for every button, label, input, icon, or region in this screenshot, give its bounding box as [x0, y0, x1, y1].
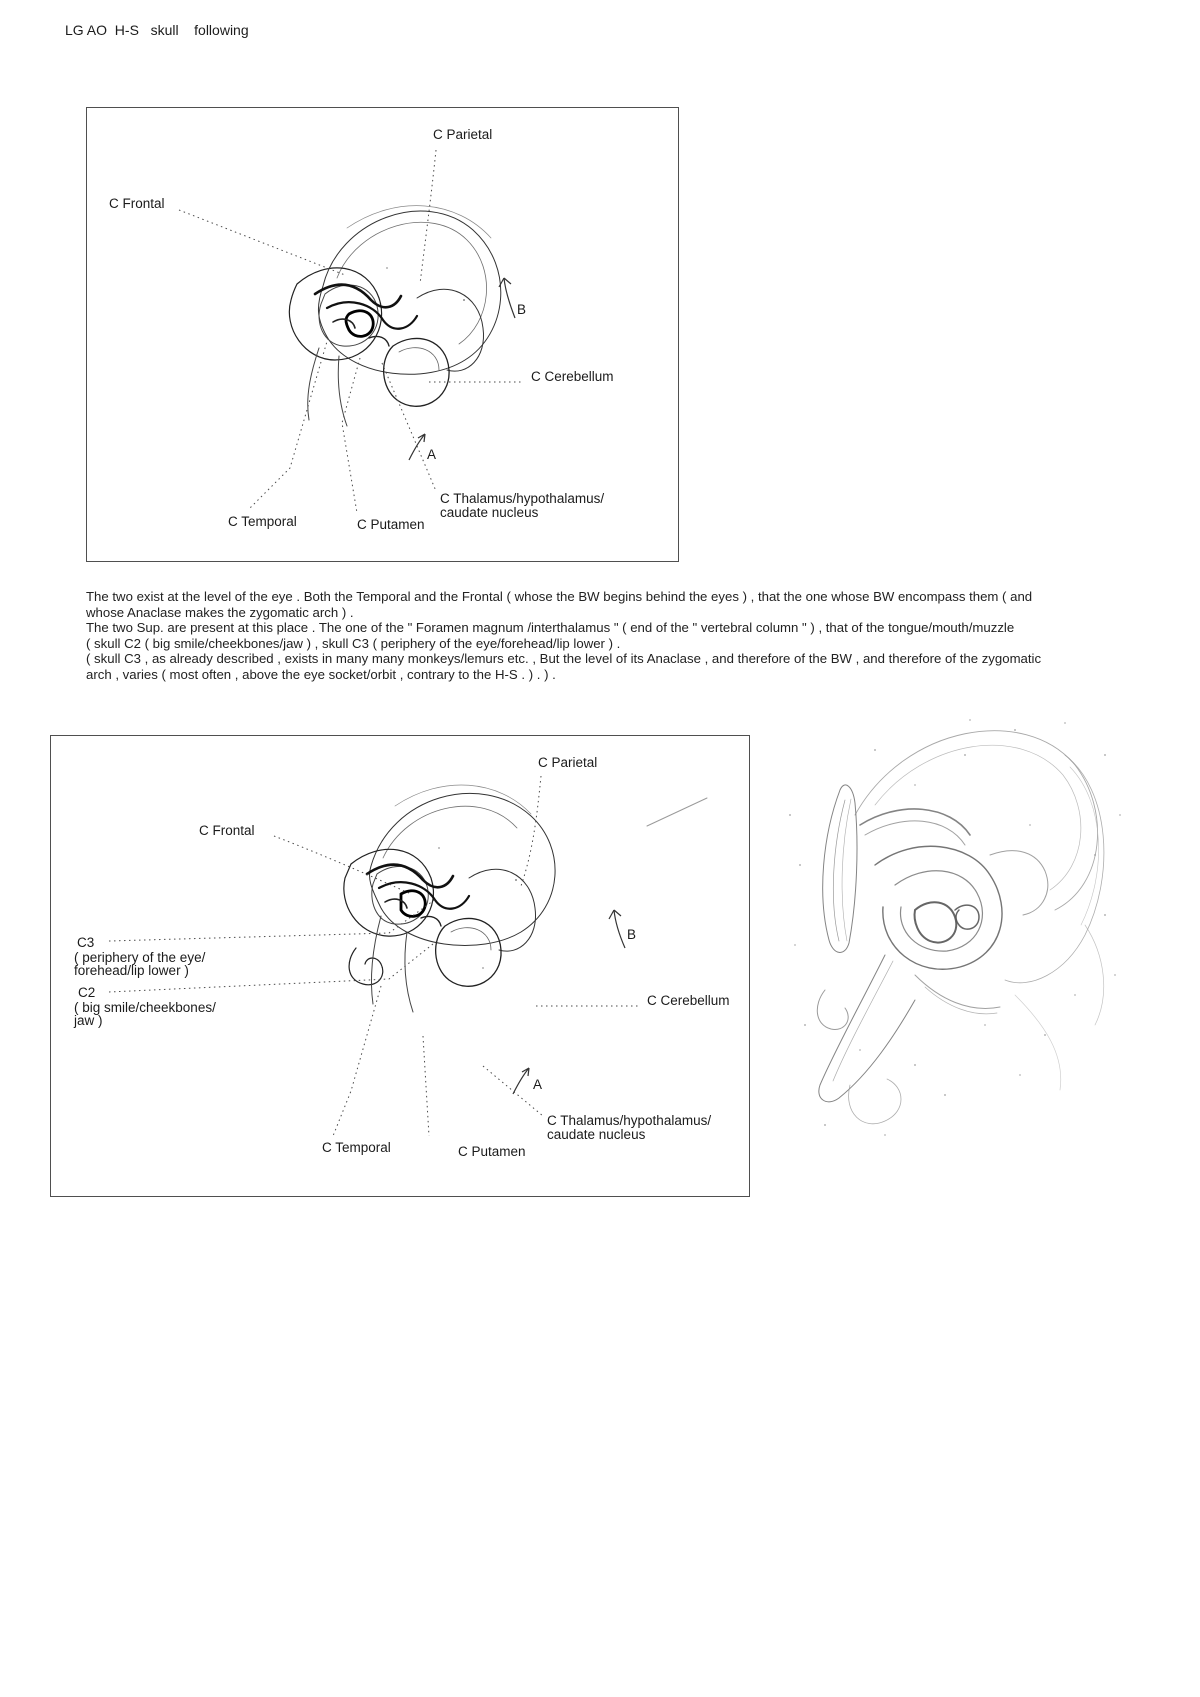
- arrow-b-icon: [499, 278, 515, 318]
- paragraph-line: The two exist at the level of the eye . Both the Temporal and the Frontal ( whose the BW begins behind the eyes ) , that the one whose BW encompass them ( and: [86, 589, 1033, 604]
- fig2-label-temporal: C Temporal: [322, 1140, 391, 1155]
- fig1-label-cerebellum: C Cerebellum: [531, 369, 614, 384]
- fig1-label-parietal: C Parietal: [433, 127, 493, 142]
- figure2-box: [50, 735, 750, 1197]
- paragraph-line: whose Anaclase makes the zygomatic arch ) .: [86, 604, 354, 620]
- fig2-label-c3-desc-2: forehead/lip lower ): [74, 963, 189, 978]
- paragraph-line: The two Sup. are present at this place . The one of the " Foramen magnum /interthalamus " ( end of the " vertebral column " ) , that of the tongue/mouth/muzzle: [86, 620, 1015, 636]
- arrow-b-icon: [609, 910, 625, 948]
- fig2-label-c2-desc-2: jaw ): [74, 1013, 103, 1028]
- fig2-label-c2-desc-1: ( big smile/cheekbones/: [74, 1000, 216, 1015]
- fig2-label-a: A: [533, 1077, 543, 1092]
- sketch-dots: [789, 719, 1121, 1136]
- figure1-box: [86, 107, 679, 562]
- paragraph-line: ( skull C3 , as already described , exists in many many monkeys/lemurs etc. , But the level of its Anaclase , and therefore of the BW , and therefore of the zygomatic: [86, 651, 1042, 667]
- fig2-label-thalamus-1: C Thalamus/hypothalamus/: [547, 1113, 712, 1128]
- paragraph-line: ( skull C2 ( big smile/cheekbones/jaw ) , skull C3 ( periphery of the eye/forehead/lip lower ) .: [86, 635, 621, 651]
- fig1-label-a: A: [427, 447, 437, 462]
- fig1-label-b: B: [517, 302, 527, 317]
- fig1-label-thalamus-1: C Thalamus/hypothalamus/: [440, 491, 605, 506]
- fig1-label-temporal: C Temporal: [228, 514, 297, 529]
- arrow-a-icon: [513, 1068, 529, 1094]
- sketch-strokes: [344, 785, 707, 1012]
- fig2-label-c3: C3: [77, 935, 95, 950]
- fig2-label-b: B: [627, 927, 637, 942]
- sketch-strokes: [289, 206, 500, 426]
- fig2-label-putamen: C Putamen: [458, 1144, 526, 1159]
- pencil-skull-sketch: [765, 695, 1125, 1145]
- fig1-label-thalamus-2: caudate nucleus: [440, 505, 539, 520]
- fig2-label-c3-desc-1: ( periphery of the eye/: [74, 950, 206, 965]
- fig2-label-frontal: C Frontal: [199, 823, 255, 838]
- fig2-label-parietal: C Parietal: [538, 755, 598, 770]
- body-text: [86, 589, 1191, 683]
- sketch-strokes: [817, 731, 1104, 1124]
- paragraph-line: arch , varies ( most often , above the eye socket/orbit , contrary to the H-S . ) . ) .: [86, 666, 556, 682]
- fig2-label-cerebellum: C Cerebellum: [647, 993, 730, 1008]
- fig2-label-thalamus-2: caudate nucleus: [547, 1127, 646, 1142]
- page-header: LG AO H-S skull following: [65, 22, 249, 38]
- fig2-label-c2: C2: [78, 985, 96, 1000]
- fig1-label-putamen: C Putamen: [357, 517, 425, 532]
- fig1-label-frontal: C Frontal: [109, 196, 165, 211]
